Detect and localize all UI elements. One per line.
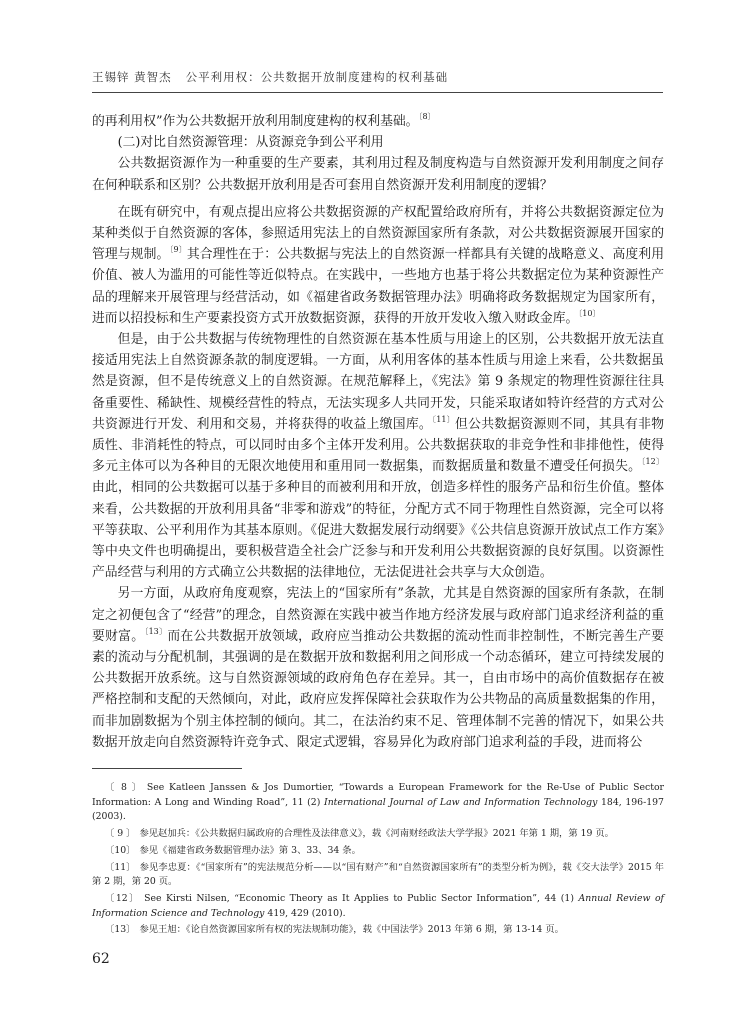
footnote-ref[interactable]: 〔9〕 — [169, 245, 187, 255]
paragraph: 公共数据资源作为一种重要的生产要素，其利用过程及制度构造与自然资源开发利用制度之间存在何种联系和区别？公共数据开放利用是否可套用自然资源开发利用制度的逻辑？ — [92, 156, 664, 193]
header-title: 公平利用权：公共数据开放制度建构的权利基础 — [185, 70, 449, 84]
header-rule — [92, 92, 663, 93]
footnote: 〔12〕 See Kirsti Nilsen, “Economic Theory as It Applies to Public Sector Information”, 44 (1) Annual Review of Information Science and Technology 419, 429 (2010). — [92, 892, 664, 919]
footnote: 〔11〕 参见李忠夏：《“国家所有”的宪法规范分析——以“国有财产”和“自然资源国家所有”的类型分析为例》，载《交大法学》2015 年第 2 期，第 20 页。 — [92, 861, 664, 888]
footnote-rule — [92, 768, 242, 769]
page-number: 62 — [92, 951, 110, 967]
footnotes — [92, 781, 664, 940]
paragraph: 但是，由于公共数据与传统物理性的自然资源在基本性质与用途上的区别，公共数据开放无法直接适用宪法上自然资源条款的制度逻辑。一方面，从利用客体的基本性质与用途上来看，公共数据虽然是资源，但不是传统意义上的自然资源。在规范解释上，《宪法》第 9 条规定的物理性资源往往具备重要性、稀缺性、规模经营性的特点，无法实现多人共同开发，只能采取诸如特许经营的方式对公共资源进行开发、利用和交易，并将获得的收益上缴国库。$^{〔11〕}$但公共数据资源则不同，其具有非物质性、非消耗性的特点，可以同时由多个主体开发利用。公共数据获取的非竞争性和非排他性，使得多元主体可以为各种目的无限次地使用和重用同一数据集，而数据质量和数量不遭受任何损失。$^{〔12〕}$由此，相同的公共数据可以基于多种目的而被利用和开放，创造多样性的服务产品和衍生价值。整体来看，公共数据的开放利用具备“非零和游戏”的特征，分配方式不同于物理性自然资源，完全可以将平等获取、公平利用作为其基本原则。《促进大数据发展行动纲要》《公共信息资源开放试点工作方案》等中央文件也明确提出，要积极营造全社会广泛参与和开发利用公共数据资源的良好氛围。以资源性产品经营与利用的方式确立公共数据的法律地位，无法促进社会共享与大众创造。 — [92, 332, 665, 581]
footnote-ref[interactable]: 〔10〕 — [578, 308, 601, 318]
paragraph: 另一方面，从政府角度观察，宪法上的“国家所有”条款，尤其是自然资源的国家所有条款，在制定之初便包含了“经营”的理念，自然资源在实践中被当作地方经济发展与政府部门追求经济利益的重要财富。$^{〔13〕}$而在公共数据开放领域，政府应当推动公共数据的流动性而非控制性，不断完善生产要素的流动与分配机制，其强调的是在数据开放和数据利用之间形成一个动态循环，建立可持续发展的公共数据开放系统。这与自然资源领域的政府角色存在差异。其一，自由市场中的高价值数据存在被严格控制和支配的天然倾向，对此，政府应发挥保障社会获取作为公共物品的高质量数据集的作用，而非加剧数据为个别主体控制的倾向。其二，在法治约束不足、管理体制不完善的情况下，如果公共数据开放走向自然资源特许竞争式、限定式逻辑，容易异化为政府部门追求利益的手段，进而将公 — [92, 586, 665, 750]
main-text — [92, 111, 664, 753]
footnote: 〔 9 〕 参见赵加兵：《公共数据归属政府的合理性及法律意义》，载《河南财经政法大学学报》2021 年第 1 期，第 19 页。 — [105, 828, 614, 840]
footnote-ref[interactable]: 〔11〕 — [432, 414, 456, 424]
running-header — [92, 69, 663, 85]
section-heading: (二)对比自然资源管理：从资源竞争到公平利用 — [117, 135, 384, 151]
footnote-ref[interactable]: 〔12〕 — [641, 457, 665, 467]
header-authors: 王锡锌 黄智杰 — [92, 70, 172, 84]
footnote: 〔 8 〕 See Katleen Janssen & Jos Dumortier, “Towards a European Framework for the Re-Use of Public Sector Information: A Long and Winding Road”, 11 (2) International Journal of Law and Information Technology 184, 196-197 (2003). — [92, 782, 664, 823]
footnote: 〔13〕 参见王旭：《论自然资源国家所有权的宪法规制功能》，载《中国法学》2013 年第 6 期，第 13-14 页。 — [105, 924, 564, 936]
footnote-ref[interactable]: 〔8〕 — [418, 112, 436, 121]
paragraph-continued: 的再利用权”作为公共数据开放利用制度建构的权利基础。$^{〔8〕}$ — [92, 112, 436, 129]
paragraph: 在既有研究中，有观点提出应将公共数据资源的产权配置给政府所有，并将公共数据资源定位为某种类似于自然资源的客体，参照适用宪法上的自然资源国家所有条款，对公共数据资源展开国家的管理与规制。$^{〔9〕}$其合理性在于：公共数据与宪法上的自然资源一样都具有关键的战略意义、高度利用价值、被人为滥用的可能性等近似特点。在实践中，一些地方也基于将公共数据定位为某种资源性产品的理解来开展管理与经营活动，如《福建省政务数据管理办法》明确将政务数据规定为国家所有，进而以招投标和生产要素投资方式开放数据资源，获得的开放开发收入缴入财政金库。$^{〔10〕}$ — [92, 204, 665, 326]
footnote: 〔10〕 参见《福建省政务数据管理办法》第 3、33、34 条。 — [105, 844, 361, 856]
footnote-ref[interactable]: 〔13〕 — [144, 626, 168, 636]
